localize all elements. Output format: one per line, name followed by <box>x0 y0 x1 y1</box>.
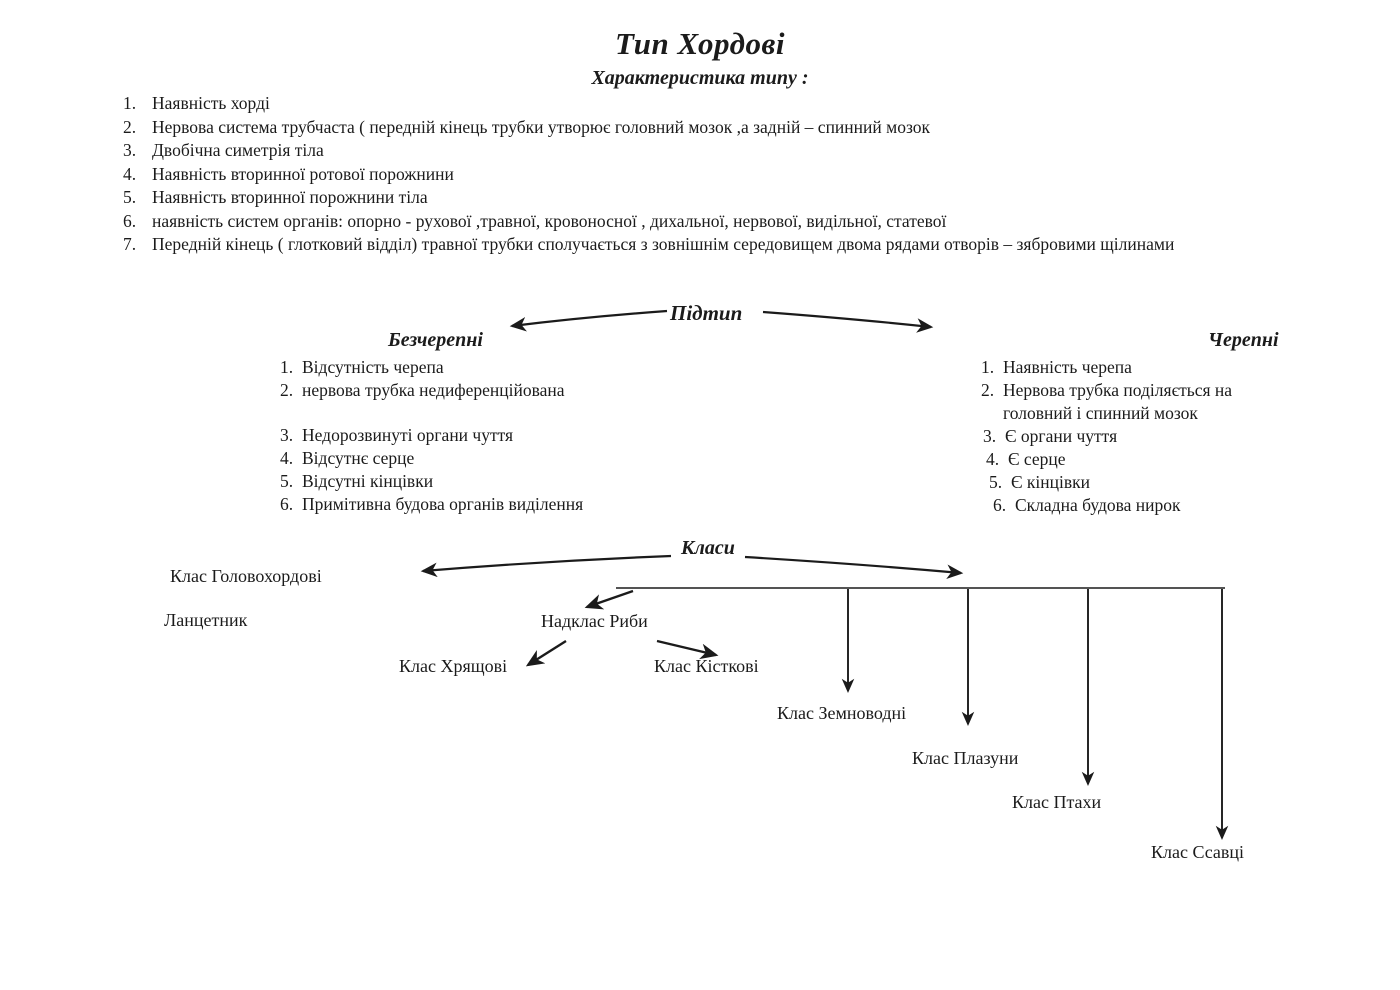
label-class-cartilaginous: Клас Хрящові <box>399 656 508 676</box>
item-text: Нервова трубка поділяється на головний і спинний мозок <box>1003 380 1233 423</box>
item-text: Двобічна симетрія тіла <box>152 140 324 160</box>
label-superclass-fish: Надклас Риби <box>541 611 648 631</box>
list-item <box>280 447 640 470</box>
item-text: Недорозвинуті органи чуття <box>302 425 514 445</box>
label-class-birds: Клас Птахи <box>1012 792 1102 812</box>
item-number: 1. <box>981 357 995 377</box>
list-item <box>123 163 1241 187</box>
item-number: 6. <box>993 495 1007 515</box>
label-class-mammals: Клас Ссавці <box>1151 842 1245 862</box>
item-number: 2. <box>123 116 137 137</box>
item-text: Нервова система трубчаста ( передній кінець трубки утворює головний мозок ,а задній – спинний мозок <box>152 116 931 137</box>
item-number: 7. <box>123 234 137 254</box>
item-text: Відсутні кінцівки <box>302 471 434 491</box>
item-text: Є кінцівки <box>1011 472 1091 492</box>
arrow-to-fish-superclass <box>587 591 633 607</box>
list-item <box>123 92 1241 116</box>
item-number: 1. <box>280 357 294 377</box>
list-item <box>123 139 1241 163</box>
item-text: Складна будова нирок <box>1015 495 1181 515</box>
item-text: Передній кінець ( глотковий відділ) травної трубки сполучається з зовнішнім середовищем двома рядами отворів – зябровими щілинами <box>152 234 1175 254</box>
item-text: наявність систем органів: опорно - рухової ,травної, кровоносної , дихальної, нервової, видільної, статевої <box>152 210 947 231</box>
list-item <box>123 210 1241 234</box>
list-item <box>280 356 640 379</box>
arrow-to-cartilaginous <box>528 641 566 665</box>
label-class-amphibians: Клас Земноводні <box>777 703 907 723</box>
list-item <box>981 356 1277 379</box>
item-text: Наявність вторинної ротової порожнини <box>152 163 454 184</box>
list-item <box>123 116 1241 140</box>
list-item <box>123 233 1241 257</box>
item-number: 4. <box>280 448 294 468</box>
item-text: Є серце <box>1008 449 1066 469</box>
item-number: 5. <box>989 472 1003 492</box>
page-subtitle: Характеристика типу : <box>591 67 809 89</box>
item-text: Примітивна будова органів виділення <box>302 494 584 514</box>
classes-heading: Класи <box>681 537 735 559</box>
label-class-reptiles: Клас Плазуни <box>912 748 1019 768</box>
item-number: 5. <box>280 471 294 491</box>
item-number: 6. <box>123 210 137 231</box>
subtype-arrow-right <box>763 312 931 327</box>
item-number: 1. <box>123 93 137 113</box>
label-lancelet: Ланцетник <box>164 610 248 630</box>
item-text: Відсутнє серце <box>302 448 415 468</box>
list-item <box>981 448 1277 471</box>
list-item <box>981 494 1277 517</box>
item-text: Є органи чуття <box>1005 426 1118 446</box>
craniata-list <box>981 356 1277 517</box>
item-text: нервова трубка недиференційована <box>302 380 565 400</box>
list-item <box>981 425 1277 448</box>
list-item <box>123 186 1241 210</box>
list-item <box>981 471 1277 494</box>
item-number: 4. <box>123 163 137 184</box>
list-item <box>280 470 640 493</box>
acrania-heading: Безчерепні <box>388 329 483 351</box>
item-number: 3. <box>983 426 997 446</box>
item-number: 3. <box>280 425 294 445</box>
page-title: Тип Хордові <box>615 26 785 61</box>
label-class-cephalochordata: Клас Головохордові <box>170 566 322 586</box>
acrania-list <box>280 356 640 516</box>
subtype-heading: Підтип <box>670 301 743 325</box>
subtype-arrow-left <box>512 311 667 326</box>
classes-arrow-right <box>745 557 961 573</box>
item-text: Наявність хорді <box>152 93 270 113</box>
craniata-heading: Черепні <box>1208 329 1279 351</box>
item-number: 2. <box>280 380 294 400</box>
item-number: 4. <box>986 449 1000 469</box>
list-item <box>280 379 640 402</box>
item-number: 6. <box>280 494 294 514</box>
item-text: Наявність вторинної порожнини тіла <box>152 187 428 207</box>
item-number: 3. <box>123 140 137 160</box>
characteristics-list <box>123 92 1241 257</box>
item-number: 2. <box>981 380 995 400</box>
item-text: Відсутність черепа <box>302 357 444 377</box>
list-item <box>981 379 1277 425</box>
list-item <box>280 493 640 516</box>
item-text: Наявність черепа <box>1003 357 1132 377</box>
classes-arrow-left <box>423 556 671 571</box>
list-item <box>280 424 640 447</box>
arrow-to-bony <box>657 641 716 655</box>
item-number: 5. <box>123 187 137 207</box>
label-class-bony: Клас Кісткові <box>654 656 759 676</box>
